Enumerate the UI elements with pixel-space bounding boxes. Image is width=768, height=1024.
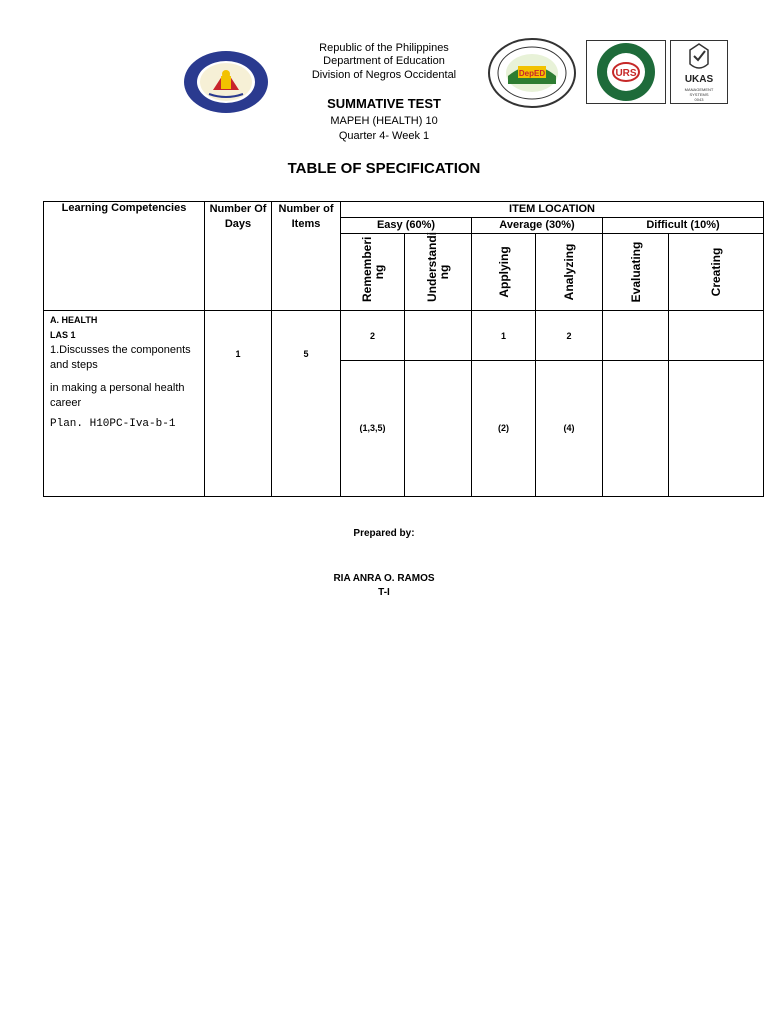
items-header: Number of Items	[272, 202, 341, 311]
location-remembering: (1,3,5)	[359, 423, 386, 433]
location-creating	[669, 361, 763, 423]
location-analyzing: (4)	[563, 423, 575, 433]
level-evaluating: Evaluating	[603, 234, 669, 311]
preparer-name: RIA ANRA O. RAMOS	[333, 573, 435, 584]
svg-text:DepED: DepED	[518, 69, 546, 78]
header-republic: Republic of the Philippines	[319, 42, 449, 54]
days-header: Number Of Days	[205, 202, 272, 311]
level-remembering: Rememberi ng	[341, 234, 405, 311]
location-understanding	[405, 361, 471, 423]
level-analyzing: Analyzing	[536, 234, 603, 311]
section-label: A. HEALTH	[50, 315, 98, 325]
preparer-position: T-I	[378, 587, 390, 598]
competency-text-2: in making a personal health career	[50, 382, 185, 409]
competency-cell	[44, 311, 205, 497]
days-value-cell	[205, 311, 272, 497]
items-value-cell	[272, 311, 341, 497]
location-applying: (2)	[498, 423, 509, 433]
level-applying: Applying	[472, 234, 536, 311]
count-applying: 1	[500, 331, 506, 341]
items-value: 5	[303, 349, 309, 359]
header-division: Division of Negros Occidental	[311, 69, 457, 81]
level-creating: Creating	[669, 234, 764, 311]
header-department: Department of Education	[323, 55, 445, 67]
count-understanding	[405, 311, 471, 331]
count-analyzing: 2	[566, 331, 572, 341]
difficult-header: Difficult (10%)	[603, 218, 764, 234]
test-quarter: Quarter 4- Week 1	[338, 130, 430, 142]
location-evaluating	[603, 361, 668, 423]
count-creating	[669, 311, 763, 331]
svg-text:UKAS: UKAS	[684, 74, 714, 85]
days-value: 1	[235, 349, 241, 359]
svg-text:0043: 0043	[694, 97, 704, 102]
item-location-header: ITEM LOCATION	[341, 202, 764, 218]
svg-text:MANAGEMENT: MANAGEMENT	[684, 87, 714, 92]
specification-table	[43, 201, 764, 497]
level-understanding: Understandi ng	[405, 234, 472, 311]
average-header: Average (30%)	[472, 218, 603, 234]
competency-code: Plan. H10PC-Iva-b-1	[50, 418, 176, 430]
svg-text:URS: URS	[615, 68, 637, 79]
prepared-by-label: Prepared by:	[353, 528, 415, 539]
test-subject: MAPEH (HEALTH) 10	[330, 115, 438, 127]
table-title: TABLE OF SPECIFICATION	[287, 160, 481, 177]
svg-text:SYSTEMS: SYSTEMS	[689, 92, 709, 97]
test-title: SUMMATIVE TEST	[327, 96, 441, 111]
competency-text-1: 1.Discusses the components and steps	[50, 344, 191, 371]
competencies-header: Learning Competencies	[44, 202, 205, 311]
count-evaluating	[603, 311, 668, 331]
count-remembering: 2	[369, 331, 375, 341]
easy-header: Easy (60%)	[341, 218, 472, 234]
las-label: LAS 1	[50, 330, 76, 340]
